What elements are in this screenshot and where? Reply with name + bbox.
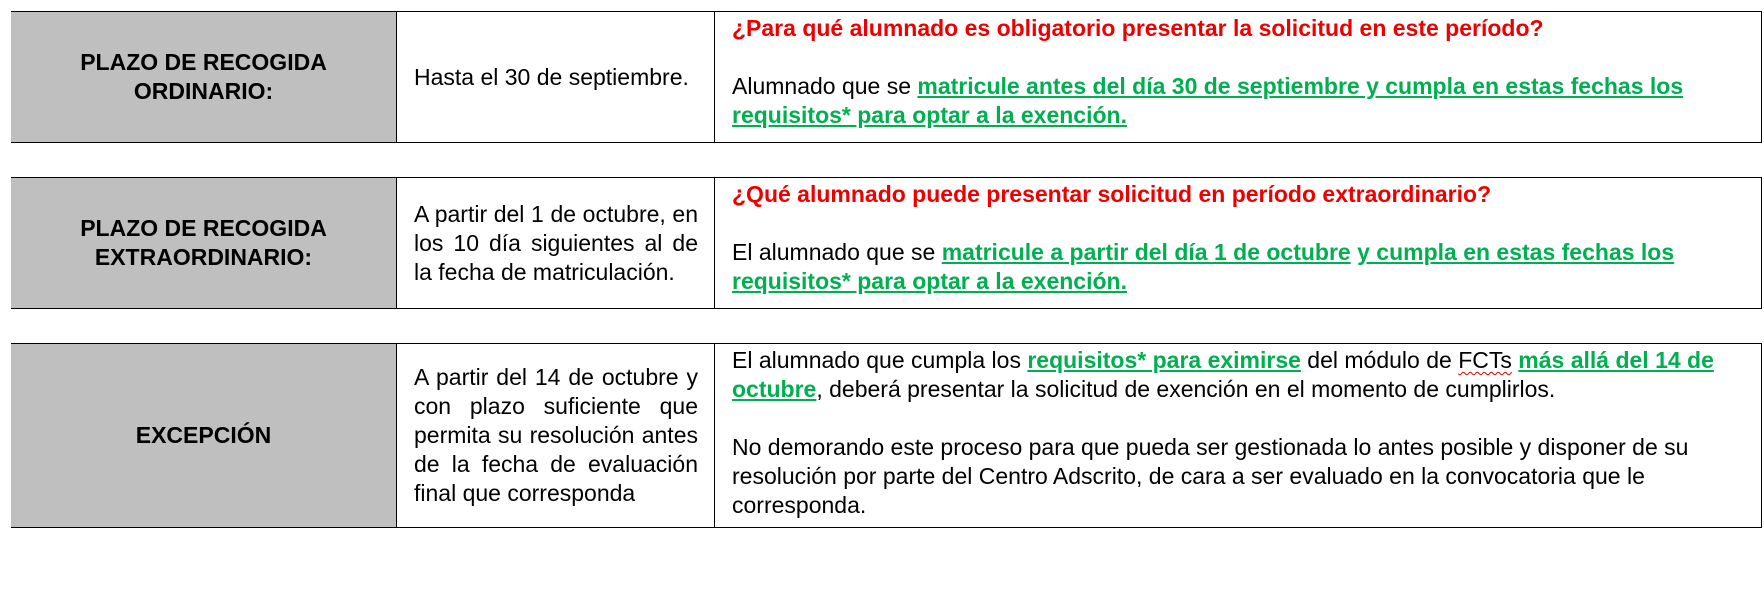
question-heading: ¿Qué alumnado puede presentar solicitud en período extraordinario?: [732, 181, 1492, 207]
answer-text: [732, 238, 1743, 296]
row-content: [714, 343, 1762, 528]
row-content: [714, 11, 1762, 143]
answer-prefix: El alumnado que se: [732, 239, 942, 265]
date-text: A partir del 14 de octubre y con plazo suficiente que permita su resolución antes de la fecha de evaluación final que corresponda: [414, 364, 698, 506]
row-label: PLAZO DE RECOGIDA EXTRAORDINARIO:: [11, 177, 396, 309]
row-label: EXCEPCIÓN: [11, 343, 396, 528]
answer-text: [732, 72, 1743, 130]
highlight: más allá del 14 de octubre: [732, 347, 1714, 402]
answer-highlight: matricule a partir del día 1 de octubre: [941, 239, 1351, 265]
highlight: requisitos* para eximirse: [1027, 347, 1301, 373]
row-date: [396, 177, 714, 309]
paragraph-2: No demorando este proceso para que pueda ser gestionada lo antes posible y disponer de su resolución por parte del Centro Adscrito, de cara a ser evaluado en la convocatoria que le corresponda.: [732, 434, 1689, 518]
row-label: PLAZO DE RECOGIDA ORDINARIO:: [11, 11, 396, 143]
row-extraordinario: [11, 177, 1762, 309]
answer-highlight: y cumpla en estas fechas los requisitos* para optar a la exención.: [732, 239, 1675, 294]
paragraph-1: [732, 346, 1743, 404]
text: , deberá presentar la solicitud de exención en el momento de cumplirlos.: [816, 376, 1556, 402]
answer-prefix: Alumnado que se: [732, 73, 918, 99]
text: del módulo de: [1300, 347, 1459, 373]
row-date: [396, 11, 714, 143]
row-date: [396, 343, 714, 528]
spellcheck-word: FCTs: [1458, 347, 1512, 373]
date-text: Hasta el 30 de septiembre.: [414, 63, 689, 90]
answer-highlight: matricule antes del día 30 de septiembre y cumpla en estas fechas los requisitos* para optar a la exención.: [732, 73, 1684, 128]
row-ordinario: [11, 11, 1762, 143]
text: El alumnado que cumpla los: [732, 347, 1028, 373]
date-text: A partir del 1 de octubre, en los 10 día siguientes al de la fecha de matriculación.: [414, 200, 698, 285]
row-content: [714, 177, 1762, 309]
row-excepcion: [11, 343, 1762, 528]
question-heading: ¿Para qué alumnado es obligatorio presentar la solicitud en este período?: [732, 15, 1544, 41]
